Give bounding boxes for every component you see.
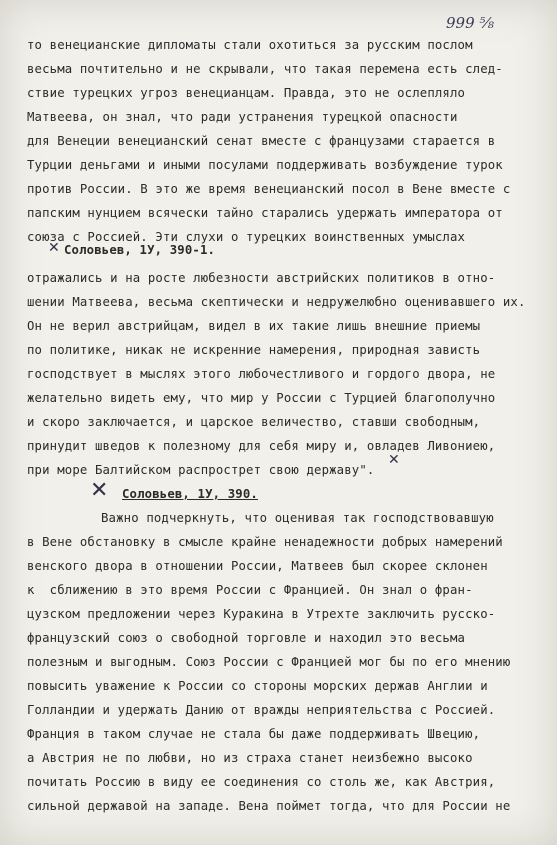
text-line: почитать Россию в виду ее соединения со столь же, как Австрия, <box>27 775 496 789</box>
text-line: при море Балтийском распрострет свою державу". <box>27 463 375 477</box>
text-line: для Венеции венецианский сенат вместе с французами старается в <box>27 134 496 148</box>
text-line: Франция в таком случае не стала бы даже поддерживать Швецию, <box>27 727 481 741</box>
text-line: союза с Россией. Эти слухи о турецких воинственных умыслах <box>27 230 466 244</box>
text-line: Он не верил австрийцам, видел в их такие лишь внешние приемы <box>27 319 481 333</box>
cross-mark: ✕ <box>388 452 400 468</box>
text-line: Голландии и удержать Данию от вражды неприятельства с Россией. <box>27 703 496 717</box>
text-line: повысить уважение к России со стороны морских держав Англии и <box>27 679 488 693</box>
text-line: полезным и выгодным. Союз России с Францией мог бы по его мнению <box>27 655 511 669</box>
text-line: в Вене обстановку в смысле крайне ненадежности добрых намерений <box>27 535 503 549</box>
text-line: то венецианские дипломаты стали охотиться за русским послом <box>27 38 473 52</box>
text-line: против России. В это же время венецианский посол в Вене вместе с <box>27 182 511 196</box>
page-number-annotation: 999 ⅝ <box>446 14 494 32</box>
text-line: по политике, никак не искренние намерения, природная зависть <box>27 343 481 357</box>
text-line: венского двора в отношении России, Матвеев был скорее склонен <box>27 559 488 573</box>
text-line: к сближению в это время России с Францией. Он знал о фран- <box>27 583 473 597</box>
text-line: сильной державой на западе. Вена поймет тогда, что для России не <box>27 799 511 813</box>
text-line: Турции деньгами и иными посулами поддерживать возбуждение турок <box>27 158 503 172</box>
text-line: цузском предложении через Куракина в Утрехте заключить русско- <box>27 607 496 621</box>
text-line: принудит шведов к полезному для себя миру и, овладев Ливониею, <box>27 439 496 453</box>
footnote-reference: Соловьев, 1У, 390-1. <box>64 243 216 257</box>
text-line: а Австрия не по любви, но из страха станет неизбежно высоко <box>27 751 473 765</box>
footnote-cross-mark: ✕ <box>48 240 60 256</box>
text-line: весьма почтительно и не скрывали, что такая перемена есть след- <box>27 62 503 76</box>
text-line: Важно подчеркнуть, что оценивая так господствовавшую <box>101 511 494 525</box>
text-line: французский союз о свободной торговле и находил это весьма <box>27 631 466 645</box>
footnote-reference: Соловьев, 1У, 390. <box>122 487 258 501</box>
text-line: шении Матвеева, весьма скептически и недружелюбно оценивавшего их. <box>27 295 526 309</box>
text-line: Матвеева, он знал, что ради устранения турецкой опасности <box>27 110 458 124</box>
text-line: ствие турецких угроз венецианцам. Правда, это не ослепляло <box>27 86 466 100</box>
text-line: папским нунцием всячески тайно старались удержать императора от <box>27 206 503 220</box>
text-line: отражались и на росте любезности австрийских политиков в отно- <box>27 271 496 285</box>
text-line: и скоро заключается, и царское величество, ставши свободным, <box>27 415 481 429</box>
text-line: господствует в мыслях этого любочестливого и гордого двора, не <box>27 367 496 381</box>
footnote-cross-mark: ✕ <box>90 478 109 503</box>
text-line: желательно видеть ему, что мир у России с Турцией благополучно <box>27 391 496 405</box>
